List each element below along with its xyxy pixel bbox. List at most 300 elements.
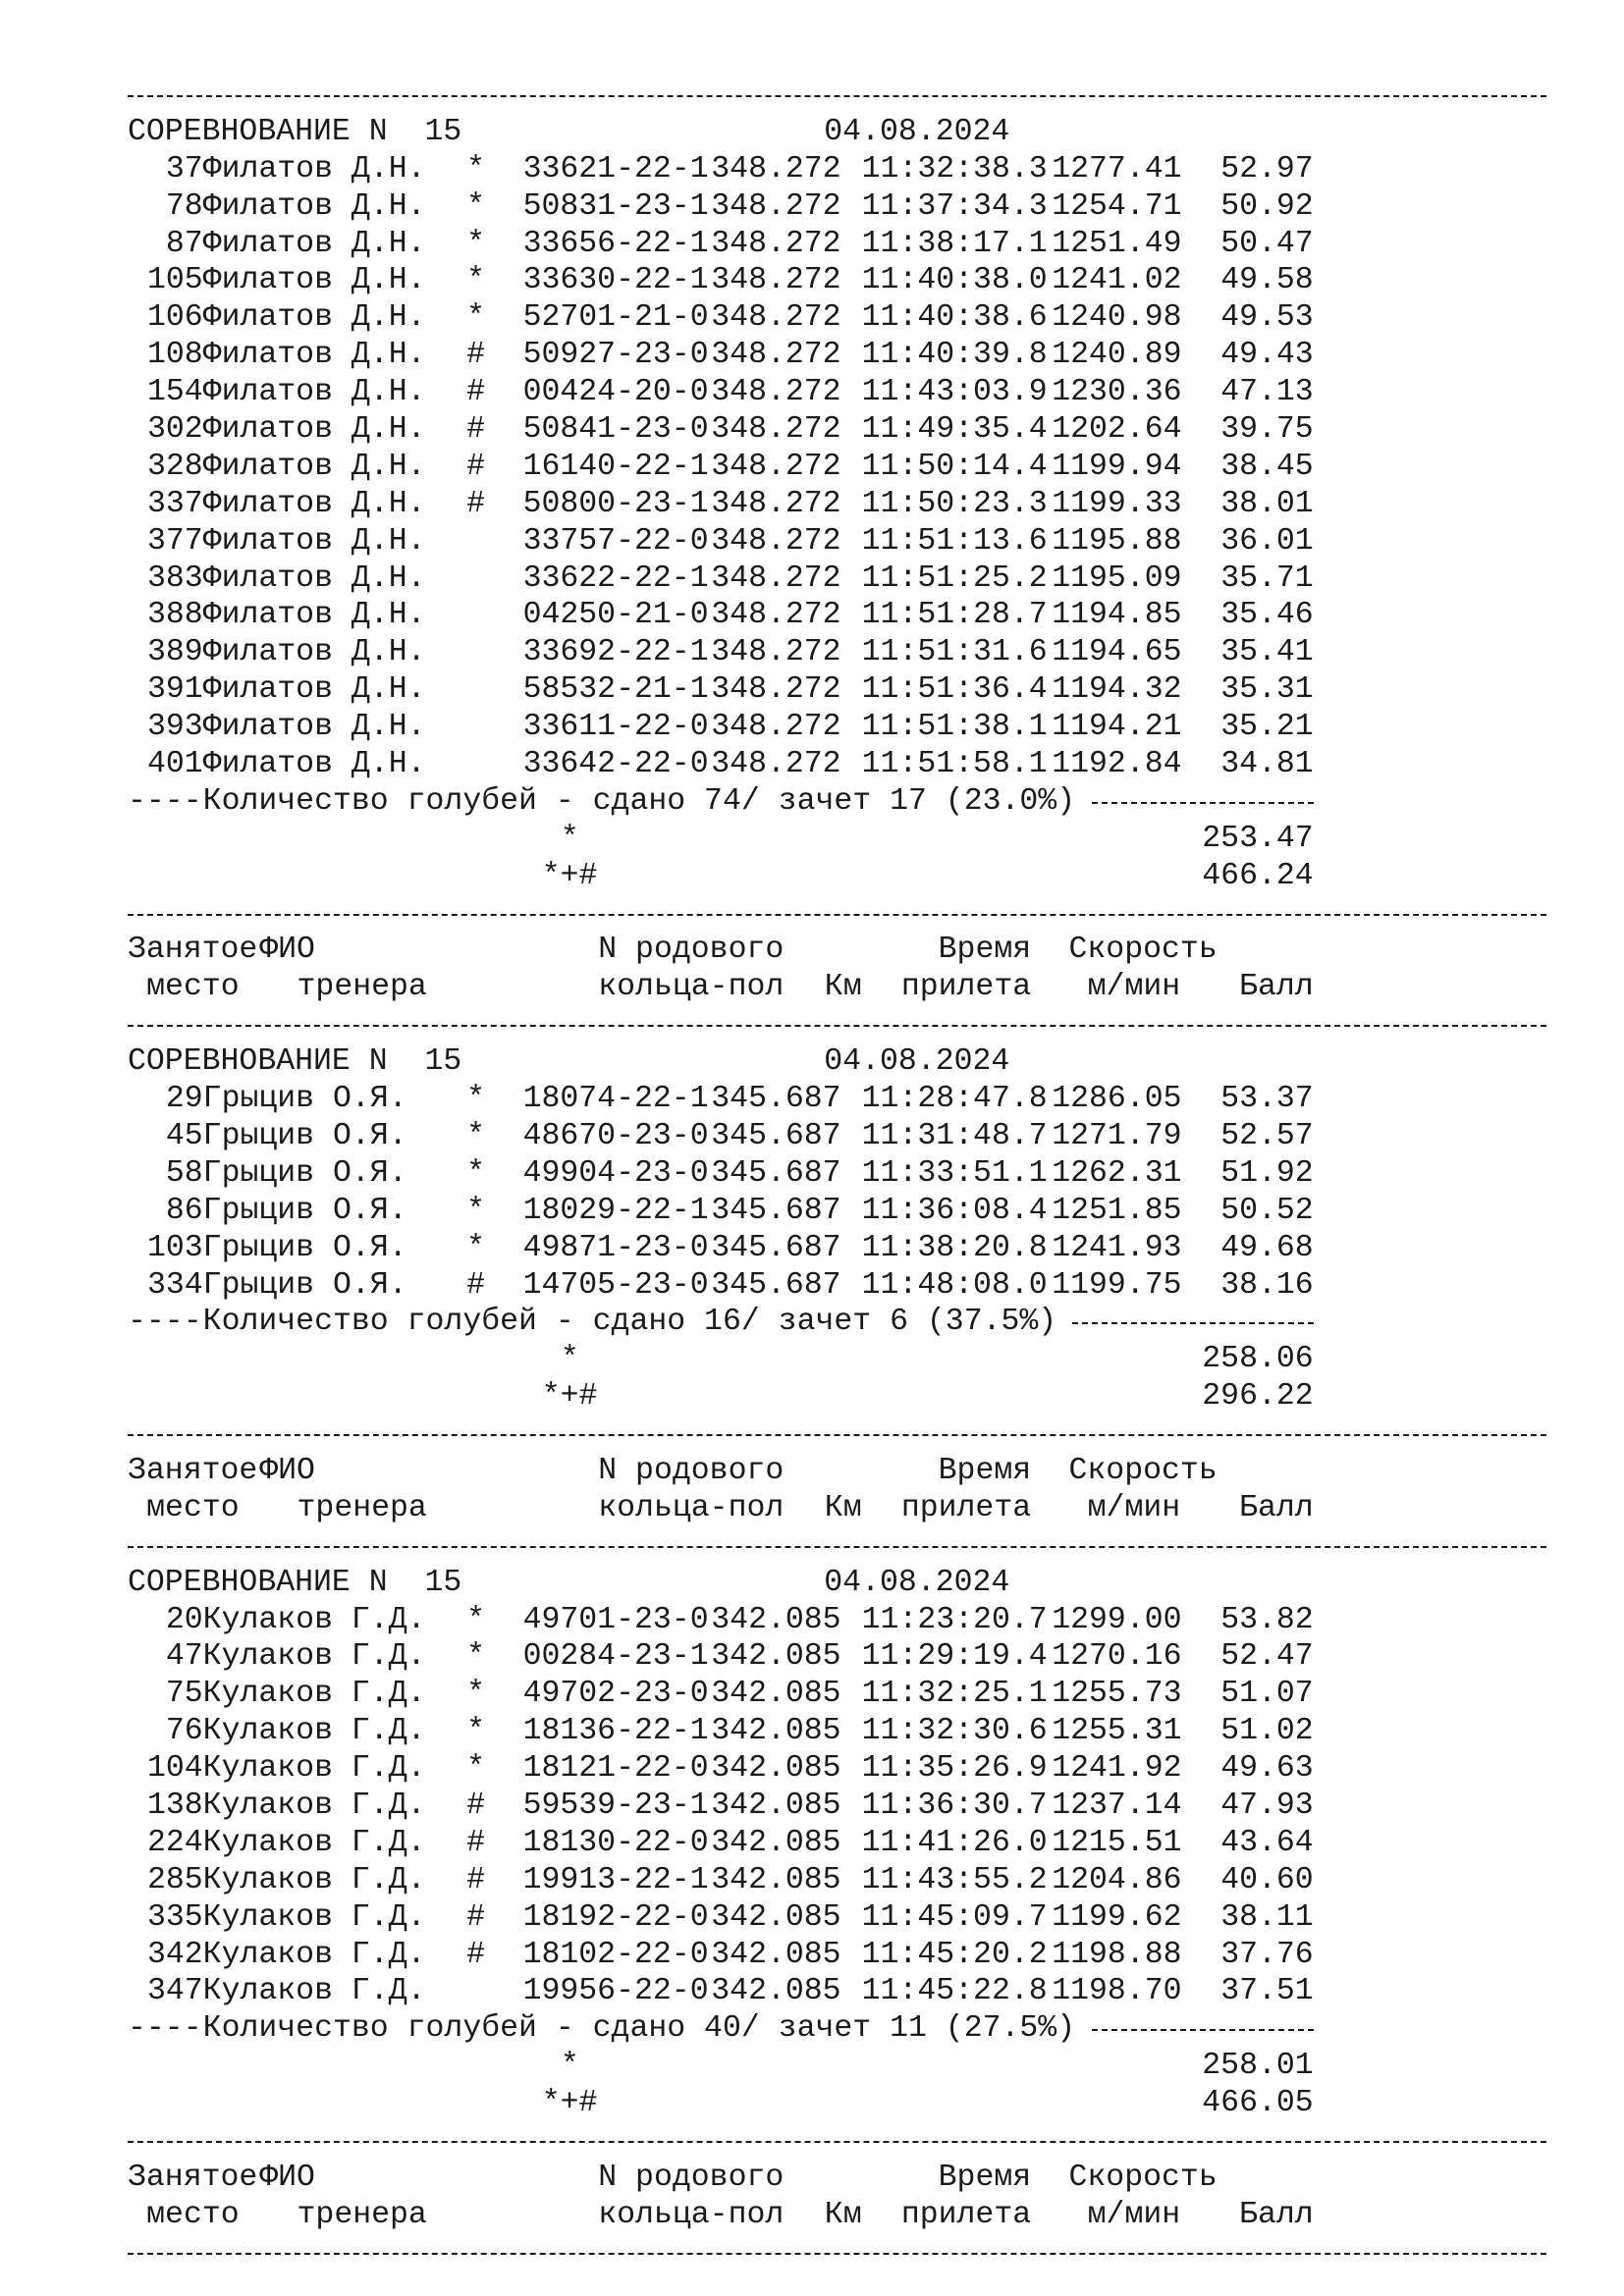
row-score: 40.60 xyxy=(1220,1862,1314,1897)
row-speed: 1198.70 xyxy=(1052,1974,1182,2009)
row-time: 11:51:13.6 xyxy=(861,523,1048,559)
row-ring: 19956-22-0 xyxy=(522,1974,709,2009)
result-row xyxy=(128,1973,1551,2010)
row-ring: 33692-22-1 xyxy=(522,635,709,670)
row-ring: 33656-22-1 xyxy=(522,226,709,261)
header-place: Занятое xyxy=(128,933,258,968)
row-mark: # xyxy=(466,1899,486,1935)
header-speed: Скорость xyxy=(1068,933,1218,968)
result-row xyxy=(128,449,1551,486)
competition-date: 04.08.2024 xyxy=(824,1044,1010,1080)
row-ring: 18029-22-1 xyxy=(522,1193,709,1228)
header-score: Балл xyxy=(1239,970,1314,1005)
header-name: тренера xyxy=(297,2197,427,2232)
row-trainer: Кулаков Г.Д. xyxy=(202,1714,426,1749)
total-all-value: 466.05 xyxy=(1202,2086,1314,2121)
row-trainer: Филатов Д.Н. xyxy=(202,672,426,708)
summary-dashes-right xyxy=(1092,2029,1314,2031)
result-row xyxy=(128,561,1551,598)
header-place: место xyxy=(146,970,240,1005)
summary-text: Количество голубей - сдано 40/ зачет 11 (27.5%) xyxy=(202,2011,1076,2047)
competition-title xyxy=(128,114,1551,151)
row-place: 76 xyxy=(165,1714,203,1749)
row-trainer: Филатов Д.Н. xyxy=(202,226,426,261)
row-place: 302 xyxy=(146,412,203,448)
row-place: 337 xyxy=(146,486,203,521)
row-place: 75 xyxy=(165,1677,203,1712)
row-trainer: Кулаков Г.Д. xyxy=(202,1751,426,1787)
row-place: 335 xyxy=(146,1899,203,1935)
row-ring: 18121-22-0 xyxy=(522,1751,709,1787)
top-divider xyxy=(128,77,1551,114)
row-trainer: Кулаков Г.Д. xyxy=(202,1788,426,1823)
row-ring: 50841-23-0 xyxy=(522,412,709,448)
row-km: 345.687 xyxy=(711,1082,841,1117)
row-mark: * xyxy=(466,1155,486,1191)
row-speed: 1241.92 xyxy=(1052,1751,1182,1787)
competition-name: СОРЕВНОВАНИЕ N 15 xyxy=(128,1565,462,1600)
total-all-label: *+# xyxy=(541,2086,598,2121)
section-divider xyxy=(128,1415,1551,1453)
result-row xyxy=(128,1862,1551,1899)
row-km: 348.272 xyxy=(711,598,841,633)
row-place: 106 xyxy=(146,300,203,336)
summary-dashes-left: ---- xyxy=(128,2011,202,2047)
row-place: 334 xyxy=(146,1267,203,1303)
row-km: 348.272 xyxy=(711,523,841,559)
row-time: 11:51:25.2 xyxy=(861,561,1048,596)
row-trainer: Филатов Д.Н. xyxy=(202,188,426,224)
header-score: Балл xyxy=(1239,2197,1314,2232)
row-trainer: Кулаков Г.Д. xyxy=(202,1825,426,1860)
row-place: 29 xyxy=(165,1082,203,1117)
row-place: 45 xyxy=(165,1118,203,1153)
row-trainer: Грыцив О.Я. xyxy=(202,1267,407,1303)
result-row xyxy=(128,597,1551,634)
row-score: 49.63 xyxy=(1220,1751,1314,1787)
row-trainer: Кулаков Г.Д. xyxy=(202,1899,426,1935)
row-ring: 50800-23-1 xyxy=(522,486,709,521)
row-speed: 1215.51 xyxy=(1052,1825,1182,1860)
row-speed: 1192.84 xyxy=(1052,747,1182,782)
row-time: 11:36:30.7 xyxy=(861,1788,1048,1823)
row-km: 348.272 xyxy=(711,486,841,521)
header-time: Время xyxy=(938,1453,1032,1488)
row-km: 348.272 xyxy=(711,375,841,410)
result-row xyxy=(128,151,1551,188)
row-place: 37 xyxy=(165,151,203,187)
row-time: 11:38:17.1 xyxy=(861,226,1048,261)
summary-dashes-right xyxy=(1072,1322,1313,1324)
row-score: 35.31 xyxy=(1220,672,1314,708)
row-score: 51.92 xyxy=(1220,1155,1314,1191)
row-score: 53.37 xyxy=(1220,1082,1314,1117)
competition-date: 04.08.2024 xyxy=(824,1565,1010,1600)
row-time: 11:32:38.3 xyxy=(861,151,1048,187)
row-ring: 48670-23-0 xyxy=(522,1118,709,1153)
row-time: 11:51:38.1 xyxy=(861,710,1048,745)
row-speed: 1277.41 xyxy=(1052,151,1182,187)
header-score: Балл xyxy=(1239,1490,1314,1525)
header-speed: Скорость xyxy=(1068,2160,1218,2195)
row-trainer: Грыцив О.Я. xyxy=(202,1193,407,1228)
summary-line xyxy=(128,1304,1551,1341)
row-place: 154 xyxy=(146,375,203,410)
row-ring: 50831-23-1 xyxy=(522,188,709,224)
row-km: 348.272 xyxy=(711,300,841,336)
row-mark: * xyxy=(466,1677,486,1712)
row-time: 11:32:25.1 xyxy=(861,1677,1048,1712)
result-row xyxy=(128,1937,1551,1974)
row-score: 52.47 xyxy=(1220,1639,1314,1675)
row-place: 377 xyxy=(146,523,203,559)
row-score: 34.81 xyxy=(1220,747,1314,782)
row-trainer: Кулаков Г.Д. xyxy=(202,1937,426,1972)
row-km: 348.272 xyxy=(711,188,841,224)
row-trainer: Филатов Д.Н. xyxy=(202,449,426,484)
row-score: 50.47 xyxy=(1220,226,1314,261)
competition-name: СОРЕВНОВАНИЕ N 15 xyxy=(128,114,462,149)
result-row xyxy=(128,1081,1551,1118)
row-time: 11:23:20.7 xyxy=(861,1602,1048,1637)
row-mark: * xyxy=(466,1639,486,1675)
row-place: 103 xyxy=(146,1230,203,1265)
result-row xyxy=(128,523,1551,561)
result-row xyxy=(128,1230,1551,1267)
row-time: 11:45:22.8 xyxy=(861,1974,1048,2009)
header-name: ФИО xyxy=(259,1453,315,1488)
header-place: место xyxy=(146,2197,240,2232)
row-score: 38.45 xyxy=(1220,449,1314,484)
total-star-line xyxy=(128,1341,1551,1378)
row-speed: 1240.98 xyxy=(1052,300,1182,336)
row-ring: 33757-22-0 xyxy=(522,523,709,559)
total-star-line xyxy=(128,821,1551,858)
row-time: 11:50:14.4 xyxy=(861,449,1048,484)
total-star-label: * xyxy=(560,2049,579,2084)
summary-text: Количество голубей - сдано 16/ зачет 6 (37.5%) xyxy=(202,1305,1057,1340)
row-ring: 04250-21-0 xyxy=(522,598,709,633)
row-mark: # xyxy=(466,1937,486,1972)
row-score: 37.51 xyxy=(1220,1974,1314,2009)
row-mark: * xyxy=(466,1118,486,1153)
row-time: 11:35:26.9 xyxy=(861,1751,1048,1787)
row-score: 43.64 xyxy=(1220,1825,1314,1860)
result-row xyxy=(128,1788,1551,1825)
row-km: 342.085 xyxy=(711,1974,841,2009)
row-trainer: Филатов Д.Н. xyxy=(202,523,426,559)
header-speed: Скорость xyxy=(1068,1453,1218,1488)
row-ring: 19913-22-1 xyxy=(522,1862,709,1897)
row-place: 393 xyxy=(146,710,203,745)
header-name: тренера xyxy=(297,1490,427,1525)
row-speed: 1194.32 xyxy=(1052,672,1182,708)
column-header-line-2 xyxy=(128,1490,1551,1527)
result-row xyxy=(128,746,1551,783)
header-time: Время xyxy=(938,2160,1032,2195)
header-ring: кольца-пол xyxy=(598,2197,785,2232)
row-speed: 1199.94 xyxy=(1052,449,1182,484)
row-place: 391 xyxy=(146,672,203,708)
row-trainer: Филатов Д.Н. xyxy=(202,263,426,298)
row-place: 105 xyxy=(146,263,203,298)
row-speed: 1237.14 xyxy=(1052,1788,1182,1823)
row-trainer: Филатов Д.Н. xyxy=(202,412,426,448)
row-score: 38.11 xyxy=(1220,1899,1314,1935)
row-place: 58 xyxy=(165,1155,203,1191)
row-km: 348.272 xyxy=(711,263,841,298)
row-trainer: Филатов Д.Н. xyxy=(202,151,426,187)
result-row xyxy=(128,262,1551,299)
header-divider xyxy=(128,1006,1551,1043)
row-speed: 1194.65 xyxy=(1052,635,1182,670)
row-ring: 16140-22-1 xyxy=(522,449,709,484)
row-time: 11:40:38.0 xyxy=(861,263,1048,298)
total-all-value: 466.24 xyxy=(1202,858,1314,893)
row-km: 345.687 xyxy=(711,1230,841,1265)
header-name: тренера xyxy=(297,970,427,1005)
column-header-line-1 xyxy=(128,2160,1551,2197)
row-time: 11:51:31.6 xyxy=(861,635,1048,670)
row-place: 86 xyxy=(165,1193,203,1228)
header-name: ФИО xyxy=(259,2160,315,2195)
row-score: 51.02 xyxy=(1220,1714,1314,1749)
row-km: 348.272 xyxy=(711,151,841,187)
column-header-line-2 xyxy=(128,2197,1551,2234)
row-time: 11:50:23.3 xyxy=(861,486,1048,521)
row-km: 348.272 xyxy=(711,635,841,670)
header-time: прилета xyxy=(900,1490,1032,1525)
row-score: 49.43 xyxy=(1220,338,1314,373)
row-speed: 1199.33 xyxy=(1052,486,1182,521)
row-km: 342.085 xyxy=(711,1751,841,1787)
row-mark: * xyxy=(466,226,486,261)
row-speed: 1240.89 xyxy=(1052,338,1182,373)
row-km: 348.272 xyxy=(711,561,841,596)
row-ring: 58532-21-1 xyxy=(522,672,709,708)
row-place: 104 xyxy=(146,1751,203,1787)
row-score: 49.53 xyxy=(1220,300,1314,336)
row-km: 342.085 xyxy=(711,1937,841,1972)
row-place: 383 xyxy=(146,561,203,596)
row-score: 53.82 xyxy=(1220,1602,1314,1637)
row-score: 49.58 xyxy=(1220,263,1314,298)
row-trainer: Филатов Д.Н. xyxy=(202,338,426,373)
row-km: 348.272 xyxy=(711,338,841,373)
row-mark: # xyxy=(466,486,486,521)
row-mark: * xyxy=(466,1193,486,1228)
row-mark: # xyxy=(466,338,486,373)
row-score: 50.92 xyxy=(1220,188,1314,224)
row-speed: 1241.93 xyxy=(1052,1230,1182,1265)
row-km: 345.687 xyxy=(711,1193,841,1228)
row-time: 11:51:28.7 xyxy=(861,598,1048,633)
row-time: 11:40:39.8 xyxy=(861,338,1048,373)
row-speed: 1270.16 xyxy=(1052,1639,1182,1675)
result-row xyxy=(128,1899,1551,1937)
row-trainer: Грыцив О.Я. xyxy=(202,1155,407,1191)
row-km: 342.085 xyxy=(711,1862,841,1897)
header-speed: м/мин xyxy=(1087,2197,1181,2232)
result-row xyxy=(128,486,1551,523)
row-trainer: Кулаков Г.Д. xyxy=(202,1862,426,1897)
row-km: 348.272 xyxy=(711,449,841,484)
row-mark: # xyxy=(466,1267,486,1303)
row-ring: 33622-22-1 xyxy=(522,561,709,596)
row-speed: 1255.73 xyxy=(1052,1677,1182,1712)
header-divider xyxy=(128,1527,1551,1565)
row-trainer: Грыцив О.Я. xyxy=(202,1230,407,1265)
row-km: 348.272 xyxy=(711,672,841,708)
row-place: 401 xyxy=(146,747,203,782)
row-ring: 00424-20-0 xyxy=(522,375,709,410)
row-mark: # xyxy=(466,1862,486,1897)
row-mark: * xyxy=(466,1230,486,1265)
result-row xyxy=(128,226,1551,263)
row-place: 108 xyxy=(146,338,203,373)
competition-date: 04.08.2024 xyxy=(824,114,1010,149)
row-trainer: Филатов Д.Н. xyxy=(202,598,426,633)
row-time: 11:51:36.4 xyxy=(861,672,1048,708)
row-place: 224 xyxy=(146,1825,203,1860)
row-speed: 1286.05 xyxy=(1052,1082,1182,1117)
total-star-value: 258.06 xyxy=(1202,1342,1314,1377)
row-time: 11:40:38.6 xyxy=(861,300,1048,336)
row-trainer: Филатов Д.Н. xyxy=(202,635,426,670)
row-score: 52.57 xyxy=(1220,1118,1314,1153)
row-place: 47 xyxy=(165,1639,203,1675)
row-place: 20 xyxy=(165,1602,203,1637)
row-mark: * xyxy=(466,1714,486,1749)
row-mark: # xyxy=(466,449,486,484)
row-score: 36.01 xyxy=(1220,523,1314,559)
total-star-label: * xyxy=(560,1342,579,1377)
row-speed: 1255.31 xyxy=(1052,1714,1182,1749)
header-name: ФИО xyxy=(259,933,315,968)
row-speed: 1251.85 xyxy=(1052,1193,1182,1228)
result-row xyxy=(128,299,1551,337)
row-km: 342.085 xyxy=(711,1714,841,1749)
row-km: 345.687 xyxy=(711,1267,841,1303)
row-ring: 52701-21-0 xyxy=(522,300,709,336)
competition-name: СОРЕВНОВАНИЕ N 15 xyxy=(128,1044,462,1080)
row-ring: 18102-22-0 xyxy=(522,1937,709,1972)
row-time: 11:38:20.8 xyxy=(861,1230,1048,1265)
row-ring: 49904-23-0 xyxy=(522,1155,709,1191)
header-divider xyxy=(128,2234,1551,2271)
total-star-value: 258.01 xyxy=(1202,2049,1314,2084)
row-km: 348.272 xyxy=(711,412,841,448)
total-all-label: *+# xyxy=(541,858,598,893)
total-all-line xyxy=(128,2085,1551,2122)
total-star-value: 253.47 xyxy=(1202,821,1314,856)
row-score: 50.52 xyxy=(1220,1193,1314,1228)
row-mark: * xyxy=(466,151,486,187)
row-ring: 49702-23-0 xyxy=(522,1677,709,1712)
row-speed: 1271.79 xyxy=(1052,1118,1182,1153)
row-trainer: Филатов Д.Н. xyxy=(202,486,426,521)
row-score: 35.71 xyxy=(1220,561,1314,596)
row-mark: # xyxy=(466,1788,486,1823)
row-km: 342.085 xyxy=(711,1825,841,1860)
row-ring: 33611-22-0 xyxy=(522,710,709,745)
row-speed: 1195.09 xyxy=(1052,561,1182,596)
row-trainer: Филатов Д.Н. xyxy=(202,710,426,745)
column-header-line-1 xyxy=(128,1453,1551,1490)
header-place: Занятое xyxy=(128,2160,258,2195)
summary-dashes-right xyxy=(1092,802,1314,804)
row-ring: 18130-22-0 xyxy=(522,1825,709,1860)
row-ring: 18136-22-1 xyxy=(522,1714,709,1749)
total-star-line xyxy=(128,2048,1551,2085)
row-trainer: Филатов Д.Н. xyxy=(202,561,426,596)
row-place: 138 xyxy=(146,1788,203,1823)
row-time: 11:36:08.4 xyxy=(861,1193,1048,1228)
row-speed: 1202.64 xyxy=(1052,412,1182,448)
row-ring: 33630-22-1 xyxy=(522,263,709,298)
result-row xyxy=(128,709,1551,746)
row-score: 35.46 xyxy=(1220,598,1314,633)
row-trainer: Кулаков Г.Д. xyxy=(202,1639,426,1675)
row-km: 345.687 xyxy=(711,1155,841,1191)
row-ring: 33621-22-1 xyxy=(522,151,709,187)
total-all-line xyxy=(128,1378,1551,1415)
row-speed: 1199.75 xyxy=(1052,1267,1182,1303)
header-time: прилета xyxy=(900,970,1032,1005)
row-score: 47.13 xyxy=(1220,375,1314,410)
row-km: 342.085 xyxy=(711,1899,841,1935)
result-row xyxy=(128,1676,1551,1713)
header-speed: м/мин xyxy=(1087,970,1181,1005)
section-divider xyxy=(128,895,1551,933)
row-mark: * xyxy=(466,1751,486,1787)
header-ring: N родового xyxy=(598,1453,785,1488)
result-row xyxy=(128,1638,1551,1676)
row-score: 39.75 xyxy=(1220,412,1314,448)
row-mark: * xyxy=(466,263,486,298)
row-trainer: Филатов Д.Н. xyxy=(202,747,426,782)
competition-title xyxy=(128,1565,1551,1602)
row-trainer: Грыцив О.Я. xyxy=(202,1118,407,1153)
row-place: 347 xyxy=(146,1974,203,2009)
row-mark: # xyxy=(466,1825,486,1860)
row-ring: 49871-23-0 xyxy=(522,1230,709,1265)
summary-line xyxy=(128,2010,1551,2048)
row-ring: 18192-22-0 xyxy=(522,1899,709,1935)
row-km: 348.272 xyxy=(711,226,841,261)
row-speed: 1254.71 xyxy=(1052,188,1182,224)
result-row xyxy=(128,411,1551,449)
row-time: 11:45:09.7 xyxy=(861,1899,1048,1935)
row-ring: 49701-23-0 xyxy=(522,1602,709,1637)
row-score: 49.68 xyxy=(1220,1230,1314,1265)
row-speed: 1299.00 xyxy=(1052,1602,1182,1637)
row-time: 11:29:19.4 xyxy=(861,1639,1048,1675)
header-km: Км xyxy=(824,970,862,1005)
row-km: 342.085 xyxy=(711,1788,841,1823)
summary-dashes-left: ---- xyxy=(128,1305,202,1340)
row-time: 11:33:51.1 xyxy=(861,1155,1048,1191)
result-row xyxy=(128,671,1551,709)
row-ring: 18074-22-1 xyxy=(522,1082,709,1117)
header-ring: N родового xyxy=(598,933,785,968)
header-ring: N родового xyxy=(598,2160,785,2195)
result-row xyxy=(128,1825,1551,1862)
row-time: 11:43:03.9 xyxy=(861,375,1048,410)
row-mark: * xyxy=(466,188,486,224)
row-mark: # xyxy=(466,412,486,448)
row-place: 78 xyxy=(165,188,203,224)
